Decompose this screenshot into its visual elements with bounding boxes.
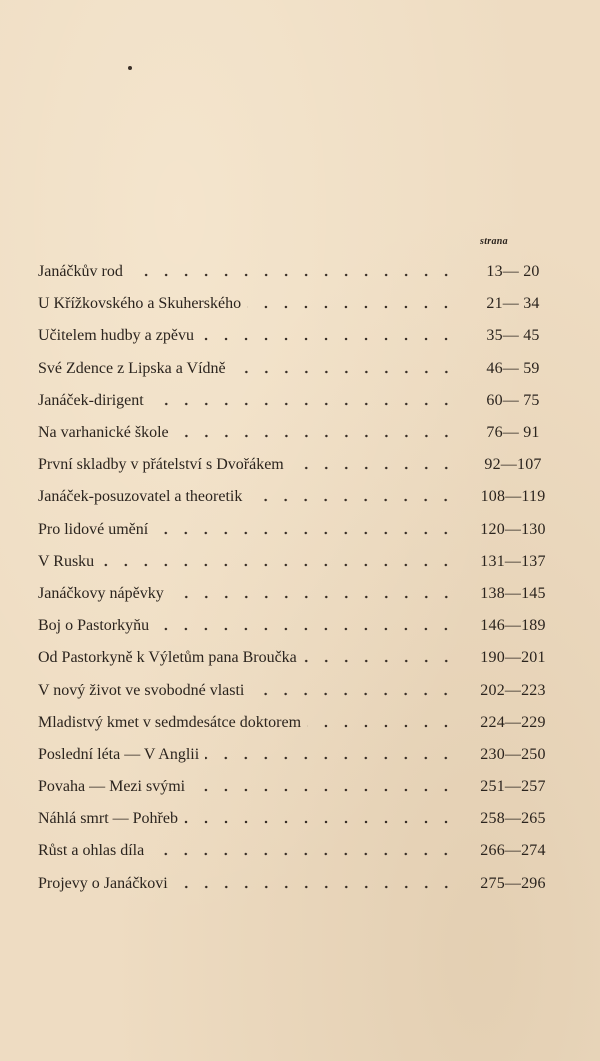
- dot-leader: [174, 882, 456, 892]
- toc-entry-title: V Rusku: [38, 552, 95, 570]
- toc-entry-title: Náhlá smrt — Pohřeb: [38, 810, 178, 828]
- dot-leader: [290, 463, 456, 473]
- dot-leader: [100, 560, 456, 570]
- toc-entry-title: První skladby v přátelství s Dvořákem: [38, 456, 284, 474]
- toc-entry: [38, 642, 556, 674]
- toc-entry-pages: 138—145: [480, 584, 546, 602]
- toc-entry-title: Své Zdence z Lipska a Vídně: [38, 359, 226, 377]
- toc-entry: [38, 449, 556, 481]
- toc-entry-title: Projevy o Janáčkovi: [38, 874, 168, 892]
- toc-entry: [38, 868, 556, 900]
- dot-leader: [307, 721, 456, 731]
- toc-entry-title: Na varhanické škole: [38, 424, 169, 442]
- toc-entry-pages: 92—107: [484, 456, 542, 474]
- toc-entry-pages: 108—119: [480, 488, 546, 506]
- toc-entry-pages: 21— 34: [486, 295, 540, 313]
- toc-entry-pages: 46— 59: [486, 359, 540, 377]
- toc-entry-title: V nový život ve svobodné vlasti: [38, 681, 245, 699]
- toc-entry-pages: 35— 45: [486, 327, 540, 345]
- dot-leader: [205, 753, 456, 763]
- dot-leader: [248, 495, 456, 505]
- toc-entry: [38, 674, 556, 706]
- dot-leader: [154, 528, 456, 538]
- toc-entry-pages: 230—250: [480, 745, 546, 763]
- toc-entry: [38, 256, 556, 288]
- toc-entry-pages: 13— 20: [486, 263, 540, 281]
- toc-entry-title: Povaha — Mezi svými: [38, 778, 186, 796]
- toc-entry: [38, 771, 556, 803]
- toc-entry-pages: 258—265: [480, 810, 546, 828]
- toc-entry: [38, 707, 556, 739]
- toc-entry-pages: 60— 75: [486, 391, 540, 409]
- toc-entry: [38, 610, 556, 642]
- toc-entry-pages: 76— 91: [486, 424, 540, 442]
- dot-leader: [250, 689, 456, 699]
- toc-entry-title: Od Pastorkyně k Výletům pana Broučka: [38, 649, 297, 667]
- dot-leader: [247, 302, 456, 312]
- toc-entry: [38, 514, 556, 546]
- toc-entry-pages: 146—189: [480, 617, 546, 635]
- toc-entry-pages: 251—257: [480, 778, 546, 796]
- toc-entry-title: Boj o Pastorkyňu: [38, 617, 150, 635]
- toc-entry: [38, 803, 556, 835]
- toc-entry: [38, 385, 556, 417]
- toc-entry-pages: 190—201: [480, 649, 546, 667]
- dot-leader: [175, 431, 456, 441]
- toc-entry-title: Janáček-dirigent: [38, 391, 144, 409]
- dot-leader: [200, 334, 456, 344]
- toc-entry-pages: 202—223: [480, 681, 546, 699]
- toc-entry-title: Pro lidové umění: [38, 520, 149, 538]
- toc-entry: [38, 417, 556, 449]
- dot-leader: [184, 817, 456, 827]
- toc-entry-title: Janáčkův rod: [38, 263, 123, 281]
- table-of-contents: [38, 256, 556, 900]
- dot-leader: [129, 270, 456, 280]
- toc-entry-pages: 131—137: [480, 552, 546, 570]
- toc-entry-title: Růst a ohlas díla: [38, 842, 145, 860]
- toc-entry-pages: 224—229: [480, 713, 546, 731]
- toc-entry: [38, 481, 556, 513]
- dot-leader: [303, 656, 456, 666]
- toc-entry-pages: 275—296: [480, 874, 546, 892]
- paper-speck: [128, 66, 132, 70]
- toc-entry-title: Poslední léta — V Anglii: [38, 745, 200, 763]
- toc-entry: [38, 739, 556, 771]
- toc-entry-title: Janáček-posuzovatel a theoretik: [38, 488, 243, 506]
- toc-entry: [38, 835, 556, 867]
- page-column-header: strana: [480, 236, 508, 247]
- toc-entry-title: U Křížkovského a Skuherského: [38, 295, 242, 313]
- dot-leader: [232, 367, 456, 377]
- toc-entry: [38, 546, 556, 578]
- dot-leader: [170, 592, 456, 602]
- dot-leader: [191, 785, 456, 795]
- toc-entry-pages: 266—274: [480, 842, 546, 860]
- dot-leader: [155, 624, 456, 634]
- dot-leader: [150, 849, 456, 859]
- toc-entry: [38, 353, 556, 385]
- toc-entry-title: Janáčkovy nápěvky: [38, 584, 164, 602]
- toc-entry: [38, 320, 556, 352]
- toc-entry-pages: 120—130: [480, 520, 546, 538]
- toc-entry: [38, 578, 556, 610]
- toc-entry-title: Mladistvý kmet v sedmdesátce doktorem: [38, 713, 302, 731]
- dot-leader: [150, 399, 456, 409]
- toc-entry: [38, 288, 556, 320]
- toc-entry-title: Učitelem hudby a zpěvu: [38, 327, 194, 345]
